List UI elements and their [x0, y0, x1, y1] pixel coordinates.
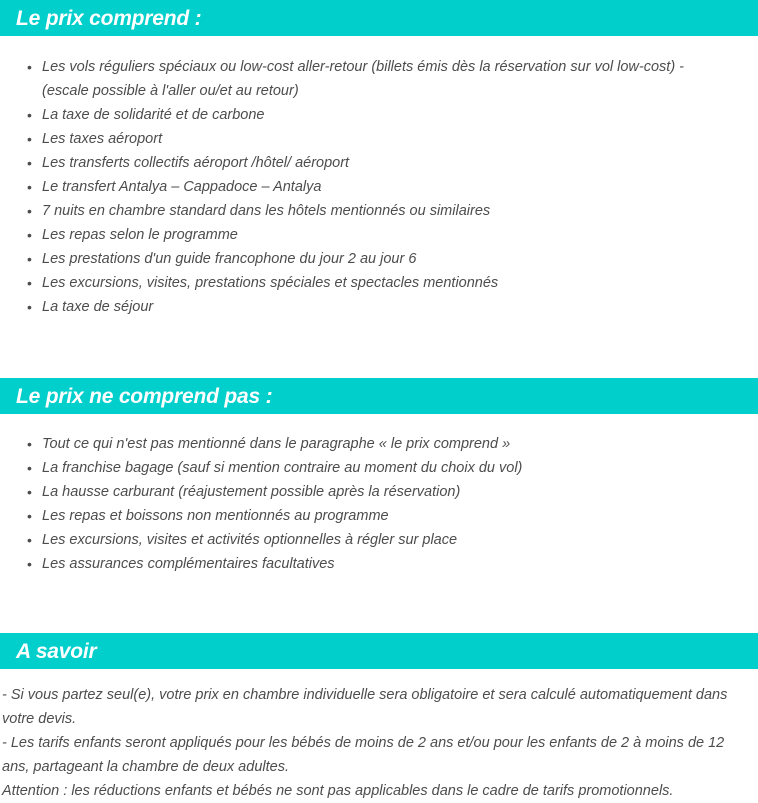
bullet-icon: • — [27, 436, 32, 452]
list-item-text: Les excursions, visites et activités optionnelles à régler sur place — [42, 532, 458, 548]
list-item-text: Tout ce qui n'est pas mentionné dans le paragraphe « le prix comprend » — [42, 436, 511, 452]
spacer — [0, 319, 758, 378]
list-item — [0, 103, 758, 127]
spacer — [0, 36, 758, 55]
list-item-text: Les prestations d'un guide francophone du jour 2 au jour 6 — [42, 251, 417, 267]
list-item — [0, 223, 758, 247]
bullet-icon: • — [27, 484, 32, 500]
bullet-icon: • — [27, 251, 32, 267]
list-item-text: Les vols réguliers spéciaux ou low-cost aller-retour (billets émis dès la réservation sur vol low-cost) - (escale possible à l'aller ou/et au retour) — [42, 59, 685, 99]
section-header-price-excludes — [0, 378, 758, 414]
section-title-price-excludes: Le prix ne comprend pas : — [16, 384, 273, 408]
good-to-know-paragraph: Attention : les réductions enfants et bébés ne sont pas applicables dans le cadre de tarifs promotionnels. — [2, 783, 674, 799]
list-item — [0, 480, 758, 504]
list-item-text: 7 nuits en chambre standard dans les hôtels mentionnés ou similaires — [42, 203, 491, 219]
list-item — [0, 151, 758, 175]
list-item — [0, 55, 758, 103]
bullet-icon: • — [27, 107, 32, 123]
list-item-text: Les transferts collectifs aéroport /hôtel/ aéroport — [42, 155, 350, 171]
list-item-text: La hausse carburant (réajustement possible après la réservation) — [42, 484, 461, 500]
bullet-icon: • — [27, 131, 32, 147]
list-item-text: Les excursions, visites, prestations spéciales et spectacles mentionnés — [42, 275, 499, 291]
good-to-know-paragraph: - Si vous partez seul(e), votre prix en chambre individuelle sera obligatoire et sera calculé automatiquement dans votre devis. — [2, 687, 728, 727]
list-item-text: Les repas et boissons non mentionnés au programme — [42, 508, 389, 524]
section-title-good-to-know: A savoir — [16, 639, 97, 663]
list-item-text: Les assurances complémentaires facultatives — [42, 556, 335, 572]
price-excludes-list — [0, 432, 758, 576]
bullet-icon: • — [27, 299, 32, 315]
bullet-icon: • — [27, 59, 32, 75]
bullet-icon: • — [27, 203, 32, 219]
bullet-icon: • — [27, 179, 32, 195]
list-item-text: Le transfert Antalya – Cappadoce – Antalya — [42, 179, 322, 195]
section-header-good-to-know — [0, 633, 758, 669]
list-item-text: Les repas selon le programme — [42, 227, 238, 243]
list-item — [0, 271, 758, 295]
list-item — [0, 504, 758, 528]
list-item — [0, 175, 758, 199]
list-item — [0, 456, 758, 480]
price-includes-list — [0, 55, 758, 319]
spacer — [0, 414, 758, 432]
list-item-text: La taxe de solidarité et de carbone — [42, 107, 265, 123]
list-item — [0, 528, 758, 552]
list-item-text: La franchise bagage (sauf si mention contraire au moment du choix du vol) — [42, 460, 523, 476]
bullet-icon: • — [27, 556, 32, 572]
bullet-icon: • — [27, 155, 32, 171]
section-header-price-includes — [0, 0, 758, 36]
good-to-know-paragraph: - Les tarifs enfants seront appliqués pour les bébés de moins de 2 ans et/ou pour les enfants de 2 à moins de 12 ans, partageant la chambre de deux adultes. — [2, 735, 725, 775]
spacer — [0, 576, 758, 633]
bullet-icon: • — [27, 275, 32, 291]
list-item — [0, 552, 758, 576]
good-to-know-body — [0, 683, 758, 803]
section-title-price-includes: Le prix comprend : — [16, 6, 202, 30]
bullet-icon: • — [27, 227, 32, 243]
list-item — [0, 295, 758, 319]
spacer — [0, 669, 758, 683]
list-item-text: Les taxes aéroport — [42, 131, 163, 147]
bullet-icon: • — [27, 508, 32, 524]
bullet-icon: • — [27, 532, 32, 548]
list-item-text: La taxe de séjour — [42, 299, 154, 315]
bullet-icon: • — [27, 460, 32, 476]
list-item — [0, 127, 758, 151]
list-item — [0, 199, 758, 223]
list-item — [0, 247, 758, 271]
list-item — [0, 432, 758, 456]
